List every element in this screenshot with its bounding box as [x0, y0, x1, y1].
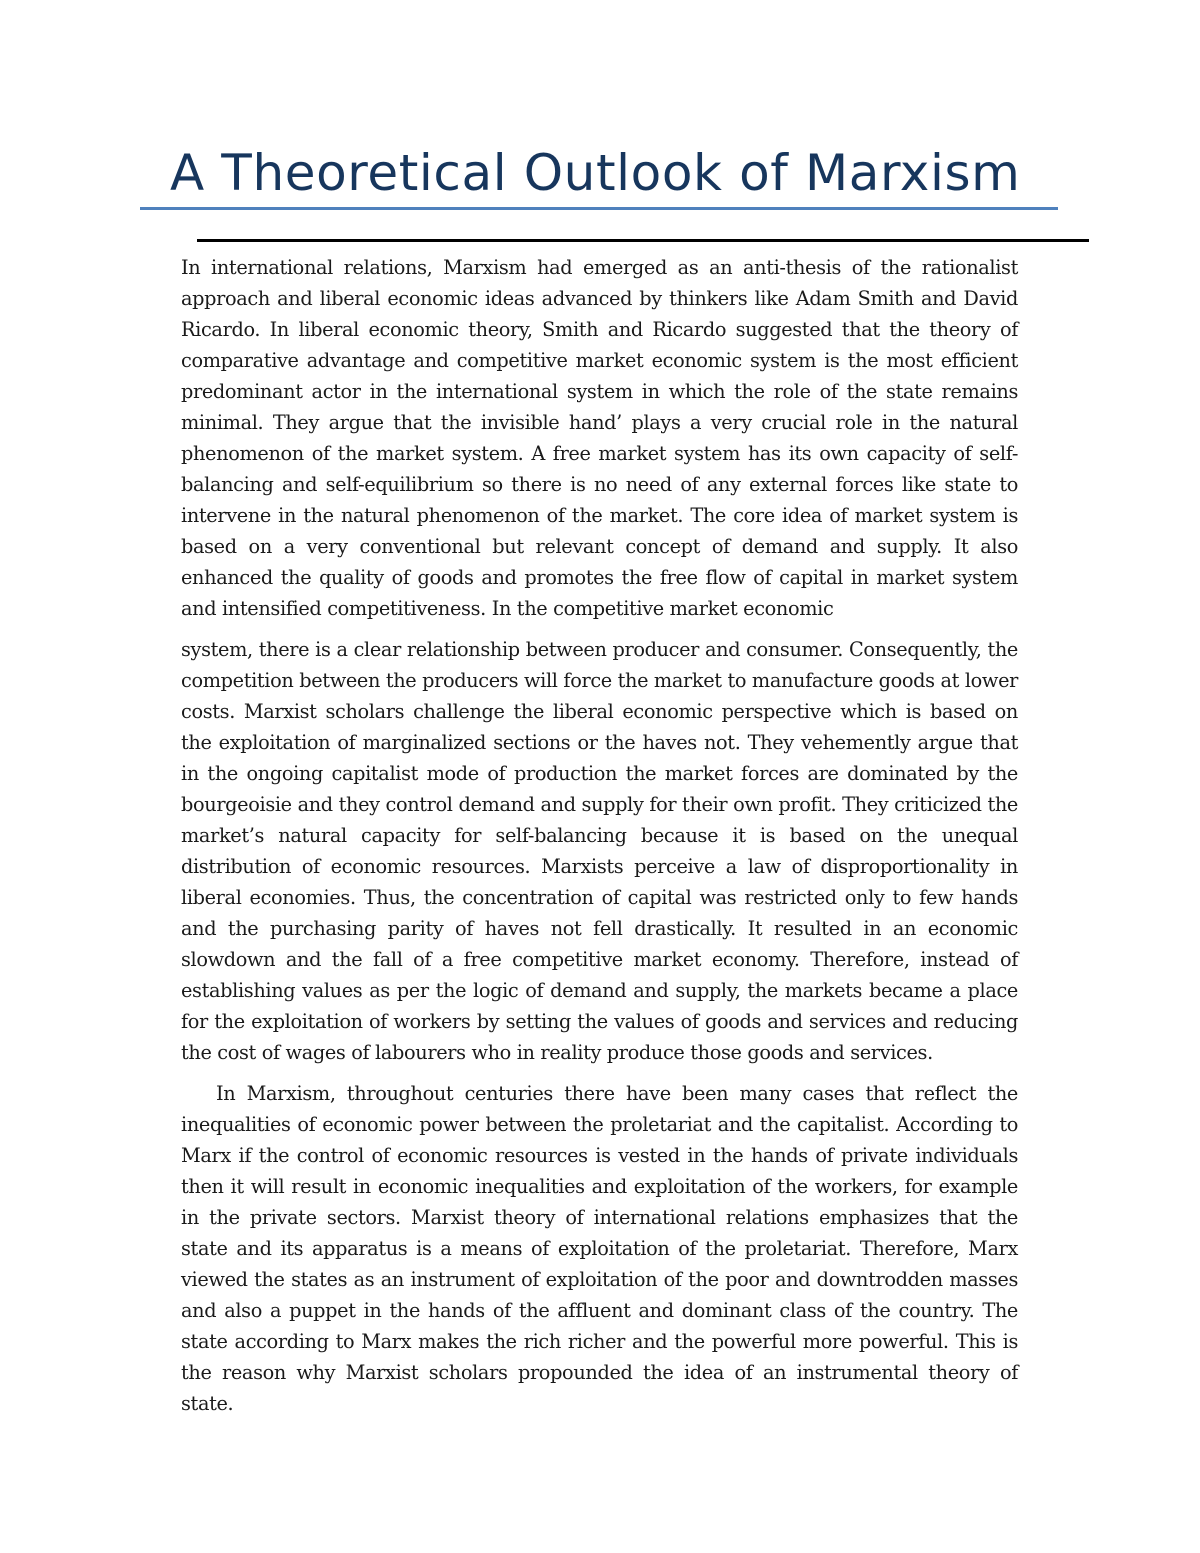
document-title: A Theoretical Outlook of Marxism	[170, 144, 1021, 202]
document-body	[181, 252, 1018, 1419]
body-paragraph-2: system, there is a clear relationship between producer and consumer. Consequently, the competition between the producers will force the market to manufacture goods at lower costs. Marxist scholars challenge the liberal economic perspective which is based on the exploitation of marginalized sections or the haves not. They vehemently argue that in the ongoing capitalist mode of production the market forces are dominated by the bourgeoisie and they control demand and supply for their own profit. They criticized the market’s natural capacity for self-balancing because it is based on the unequal distribution of economic resources. Marxists perceive a law of disproportionality in liberal economies. Thus, the concentration of capital was restricted only to few hands and the purchasing parity of haves not fell drastically. It resulted in an economic slowdown and the fall of a free competitive market economy. Therefore, instead of establishing values as per the logic of demand and supply, the markets became a place for the exploitation of workers by setting the values of goods and services and reducing the cost of wages of labourers who in reality produce those goods and services.	[181, 638, 1018, 1064]
section-divider-rule	[197, 239, 1089, 242]
title-underline-rule	[140, 207, 1058, 210]
body-paragraph-3: In Marxism, throughout centuries there have been many cases that reflect the inequalities of economic power between the proletariat and the capitalist. According to Marx if the control of economic resources is vested in the hands of private individuals then it will result in economic inequalities and exploitation of the workers, for example in the private sectors. Marxist theory of international relations emphasizes that the state and its apparatus is a means of exploitation of the proletariat. Therefore, Marx viewed the states as an instrument of exploitation of the poor and downtrodden masses and also a puppet in the hands of the affluent and dominant class of the country. The state according to Marx makes the rich richer and the powerful more powerful. This is the reason why Marxist scholars propounded the idea of an instrumental theory of state.	[181, 1082, 1018, 1415]
body-paragraph-1: In international relations, Marxism had emerged as an anti-thesis of the rationalist approach and liberal economic ideas advanced by thinkers like Adam Smith and David Ricardo. In liberal economic theory, Smith and Ricardo suggested that the theory of comparative advantage and competitive market economic system is the most efficient predominant actor in the international system in which the role of the state remains minimal. They argue that the invisible hand’ plays a very crucial role in the natural phenomenon of the market system. A free market system has its own capacity of self-balancing and self-equilibrium so there is no need of any external forces like state to intervene in the natural phenomenon of the market. The core idea of market system is based on a very conventional but relevant concept of demand and supply. It also enhanced the quality of goods and promotes the free flow of capital in market system and intensified competitiveness. In the competitive market economic	[181, 256, 1018, 620]
